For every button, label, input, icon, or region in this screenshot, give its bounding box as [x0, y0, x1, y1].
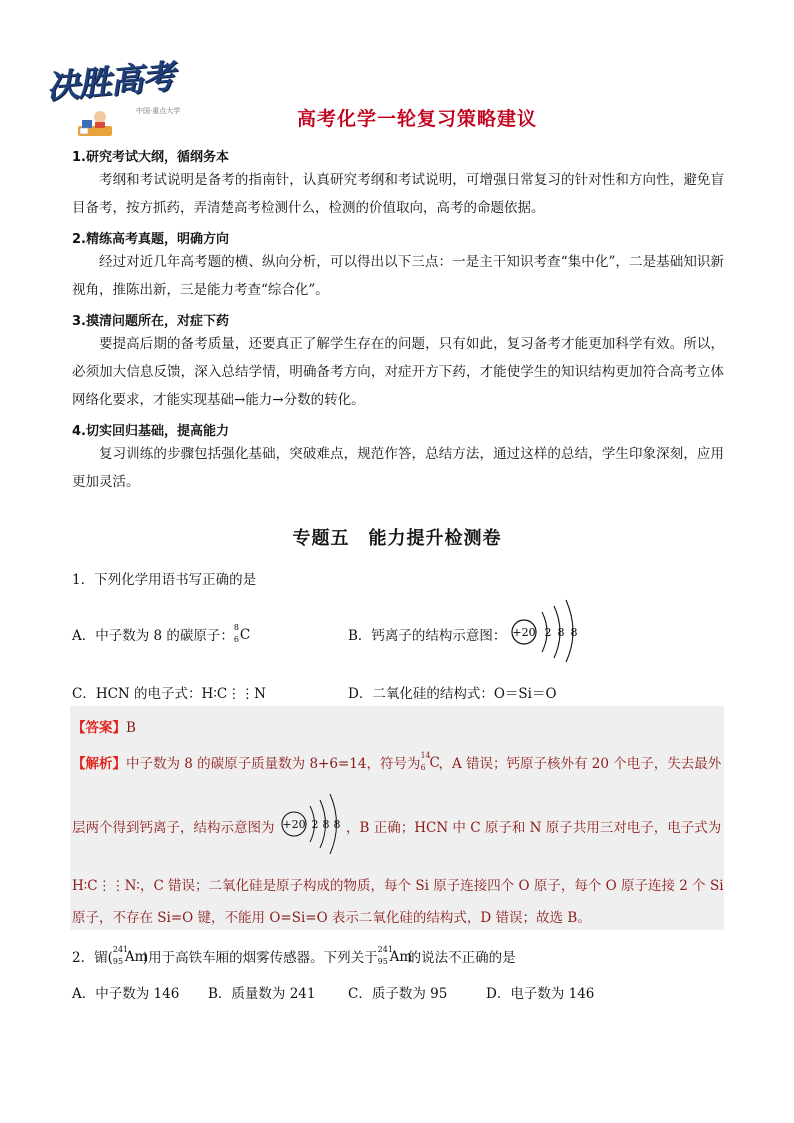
answer-tag: 【答案】 — [72, 720, 126, 736]
iso-number: 95 — [377, 957, 388, 966]
shell-electrons-2: 8 — [557, 626, 565, 639]
explanation-text-1a: 中子数为 8 的碳原子质量数为 8+6=14，符号为 — [126, 756, 421, 772]
explanation-text-3: H∶C⋮⋮N∶，C 错误；二氧化硅是原子构成的物质，每个 Si 原子连接四个 O 原子，每个 O 原子连接 2 个 Si — [72, 878, 724, 894]
q2-stem-c: 的说法不正确的是 — [407, 950, 516, 966]
americium-isotope-symbol — [112, 945, 148, 966]
logo-subtitle: 中国·重点大学 — [136, 107, 181, 115]
page-title: 高考化学一轮复习策略建议 — [296, 108, 537, 130]
section-heading-4: 4.切实回归基础，提高能力 — [72, 424, 229, 439]
iso-number: 95 — [112, 957, 124, 966]
explanation-line-2a — [72, 816, 275, 836]
sio2-structural-formula: O＝Si＝O — [493, 686, 557, 702]
q1-option-c — [72, 682, 266, 702]
iso-element: Am — [124, 949, 148, 965]
answer-value: B — [126, 720, 136, 736]
q1-option-a — [72, 623, 251, 644]
shell-electrons-3: 8 — [333, 818, 341, 831]
section-heading-3: 3.摸清问题所在，对症下药 — [72, 314, 229, 329]
answer-line — [72, 716, 136, 736]
q2-stem-a: 2．镅( — [72, 950, 113, 966]
explanation-tag: 【解析】 — [72, 756, 126, 772]
question-1-stem: 1．下列化学用语书写正确的是 — [72, 572, 257, 588]
explanation-text-4: 原子，不存在 Si=O 键，不能用 O=Si=O 表示二氧化硅的结构式，D 错误；故选 B。 — [72, 910, 591, 926]
nucleus-charge: +20 — [282, 818, 306, 831]
shell-electrons-3: 8 — [570, 626, 578, 639]
explanation-text-2a: 层两个得到钙离子，结构示意图为 — [72, 820, 275, 836]
carbon-14-symbol — [420, 751, 440, 772]
section-text-4: 复习训练的步骤包括强化基础，突破难点，规范作答，总结方法，通过这样的总结，学生印象深刻，应用更加灵活。 — [72, 446, 724, 490]
shell-electrons-2: 8 — [322, 818, 330, 831]
section-text-2: 经过对近几年高考题的横、纵向分析，可以得出以下三点：一是主干知识考查“集中化”，二是基础知识新视角，推陈出新，三是能力考查“综合化”。 — [72, 254, 724, 298]
iso-element: C — [429, 755, 440, 771]
explanation-line-1 — [72, 752, 721, 772]
iso-number: 6 — [420, 763, 426, 772]
q1-option-a-label: A．中子数为 8 的碳原子： — [72, 628, 234, 644]
q1-option-b — [348, 624, 506, 644]
iso-element: C — [239, 627, 251, 643]
explanation-text-1b: ，A 错误；钙原子核外有 20 个电子，失去最外 — [438, 756, 722, 772]
iso-mass: 14 — [420, 751, 431, 760]
explanation-line-2b — [346, 816, 721, 836]
q2-option-a: A．中子数为 146 — [72, 986, 180, 1002]
q1-option-d — [348, 682, 557, 702]
section-heading-1: 1.研究考试大纲，循纲务本 — [72, 150, 229, 165]
explanation-line-3 — [72, 874, 724, 894]
q2-option-b: B．质量数为 241 — [208, 986, 316, 1002]
q2-stem-b: )用于高铁车厢的烟雾传感器。下列关于 — [142, 950, 378, 966]
iso-mass: 241 — [377, 945, 393, 954]
q2-option-d: D．电子数为 146 — [486, 986, 595, 1002]
iso-mass: 8 — [233, 623, 240, 632]
section-heading-2: 2.精练高考真题，明确方向 — [72, 232, 229, 247]
calcium-ion-diagram-small — [278, 790, 348, 856]
shell-electrons-1: 2 — [544, 626, 552, 639]
question-2-stem — [72, 946, 516, 966]
iso-number: 6 — [233, 635, 240, 644]
calcium-ion-diagram — [508, 596, 592, 662]
carbon-isotope-symbol — [233, 623, 251, 644]
q1-option-b-label: B．钙离子的结构示意图： — [348, 628, 507, 644]
nucleus-charge: +20 — [512, 626, 536, 639]
q1-option-c-label: C．HCN 的电子式： — [72, 686, 202, 702]
section-text-1: 考纲和考试说明是备考的指南针，认真研究考纲和考试说明，可增强日常复习的针对性和方向性，避免盲目备考，按方抓药，弄清楚高考检测什么，检测的价值取向，高考的命题依据。 — [72, 172, 724, 216]
explanation-line-4 — [72, 906, 591, 926]
exam-title: 专题五 能力提升检测卷 — [292, 528, 502, 549]
hcn-electron-formula: H∶C⋮⋮N — [201, 686, 266, 702]
section-text-3: 要提高后期的备考质量，还要真正了解学生存在的问题，只有如此，复习备考才能更加科学有效。所以，必须加大信息反馈，深入总结学情，明确备考方向，对症开方下药，才能使学生的知识结构更加符合高考立体网络化要求，才能实现基础→能力→分数的转化。 — [72, 336, 724, 408]
q1-option-d-label: D．二氧化硅的结构式： — [348, 686, 494, 702]
iso-mass: 241 — [112, 945, 129, 954]
explanation-text-2b: ，B 正确；HCN 中 C 原子和 N 原子共用三对电子，电子式为 — [346, 820, 722, 836]
americium-isotope-symbol-2 — [377, 945, 413, 966]
logo-text: 决胜高考 — [44, 56, 176, 107]
iso-element: Am — [389, 949, 413, 965]
q2-option-c: C．质子数为 95 — [348, 986, 448, 1002]
shell-electrons-1: 2 — [311, 818, 319, 831]
